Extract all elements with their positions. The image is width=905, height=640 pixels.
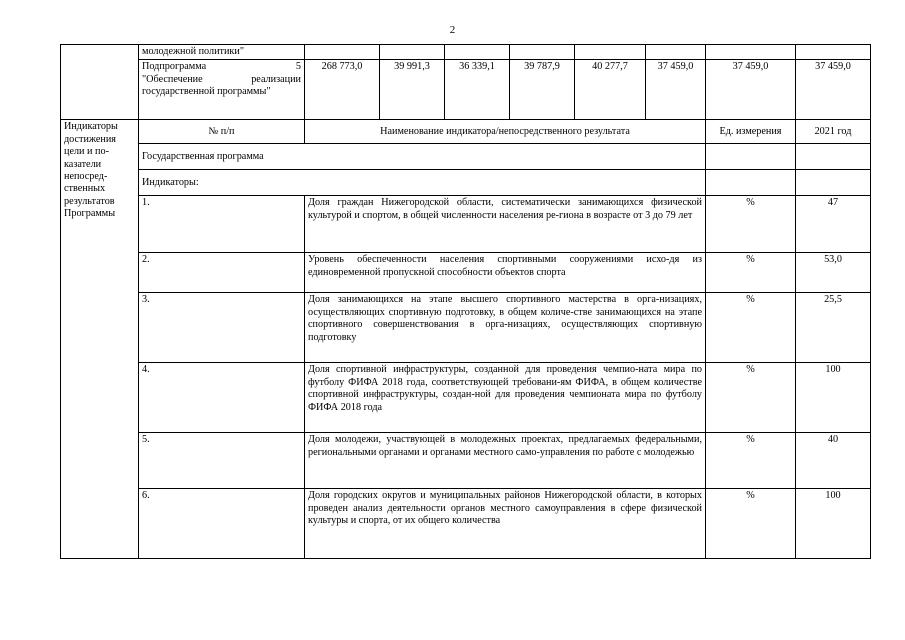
indicator-value: 47: [796, 196, 871, 253]
indicator-row: [61, 253, 871, 293]
subprogram-value-8: 37 459,0: [796, 60, 871, 120]
subprogram-value-5: 40 277,7: [575, 60, 646, 120]
prev-program-text: молодежной политики": [139, 45, 305, 60]
state-program-label: Государственная программа: [139, 144, 706, 170]
indicator-num: 5.: [139, 433, 305, 489]
indicator-name: Доля спортивной инфраструктуры, созданной для проведения чемпио-ната мира по футболу ФИФА 2018 года, соответствующей требовани-ям ФИФА, в общем количестве спортивной инфраструктуры, создан-ной для проведения чемпионата мира по футболу ФИФА 2018 года: [305, 363, 706, 433]
indicator-num: 3.: [139, 293, 305, 363]
indicators-header-row: [61, 120, 871, 144]
indicator-row: [61, 433, 871, 489]
indicator-value: 53,0: [796, 253, 871, 293]
indicators-label-row: [61, 170, 871, 196]
header-num: № п/п: [139, 120, 305, 144]
header-year: 2021 год: [796, 120, 871, 144]
indicator-name: Доля граждан Нижегородской области, систематически занимающихся физической культурой и спортом, в общей численности населения ре-гиона в возрасте от 3 до 79 лет: [305, 196, 706, 253]
indicator-value: 100: [796, 363, 871, 433]
left-empty-cell: [61, 45, 139, 120]
program-table: [60, 44, 871, 559]
indicator-unit: %: [706, 489, 796, 559]
subprogram-label: Подпрограмма 5 "Обеспечение реализации государственной программы": [139, 60, 305, 120]
indicator-num: 2.: [139, 253, 305, 293]
subprogram-row: [61, 60, 871, 120]
indicator-row: [61, 489, 871, 559]
indicator-unit: %: [706, 363, 796, 433]
indicator-value: 100: [796, 489, 871, 559]
indicator-name: Доля занимающихся на этапе высшего спортивного мастерства в орга-низациях, осуществляющих спортивную подготовку, в общем количе-стве занимающихся на этапе спортивного совершенствования в орга-низациях, осуществляющих спортивную подготовку: [305, 293, 706, 363]
indicators-label: Индикаторы:: [139, 170, 706, 196]
indicator-num: 1.: [139, 196, 305, 253]
indicator-value: 40: [796, 433, 871, 489]
indicator-row: [61, 196, 871, 253]
indicator-name: Уровень обеспеченности населения спортивными сооружениями исхо-дя из единовременной пропускной способности объектов спорта: [305, 253, 706, 293]
indicators-left-label: Индикаторы достижения цели и по-казатели непосред-ственных результатов Программы: [61, 120, 139, 559]
indicator-name: Доля городских округов и муниципальных районов Нижегородской области, в которых проведен анализ деятельности органов местного самоуправления в сфере физической культуры и спорта, от их общего количества: [305, 489, 706, 559]
state-program-row: [61, 144, 871, 170]
header-unit: Ед. измерения: [706, 120, 796, 144]
subprogram-value-4: 39 787,9: [510, 60, 575, 120]
indicator-row: [61, 363, 871, 433]
indicator-num: 6.: [139, 489, 305, 559]
subprogram-value-7: 37 459,0: [706, 60, 796, 120]
subprogram-value-1: 268 773,0: [305, 60, 380, 120]
header-name: Наименование индикатора/непосредственного результата: [305, 120, 706, 144]
subprogram-value-6: 37 459,0: [646, 60, 706, 120]
subprogram-value-3: 36 339,1: [445, 60, 510, 120]
indicator-num: 4.: [139, 363, 305, 433]
indicator-name: Доля молодежи, участвующей в молодежных проектах, предлагаемых федеральными, региональными органами и органами местного само-управления по работе с молодежью: [305, 433, 706, 489]
prev-row: [61, 45, 871, 60]
indicator-unit: %: [706, 293, 796, 363]
subprogram-value-2: 39 991,3: [380, 60, 445, 120]
indicator-value: 25,5: [796, 293, 871, 363]
page-number: 2: [449, 24, 456, 36]
indicator-unit: %: [706, 433, 796, 489]
indicator-unit: %: [706, 253, 796, 293]
indicator-row: [61, 293, 871, 363]
indicator-unit: %: [706, 196, 796, 253]
